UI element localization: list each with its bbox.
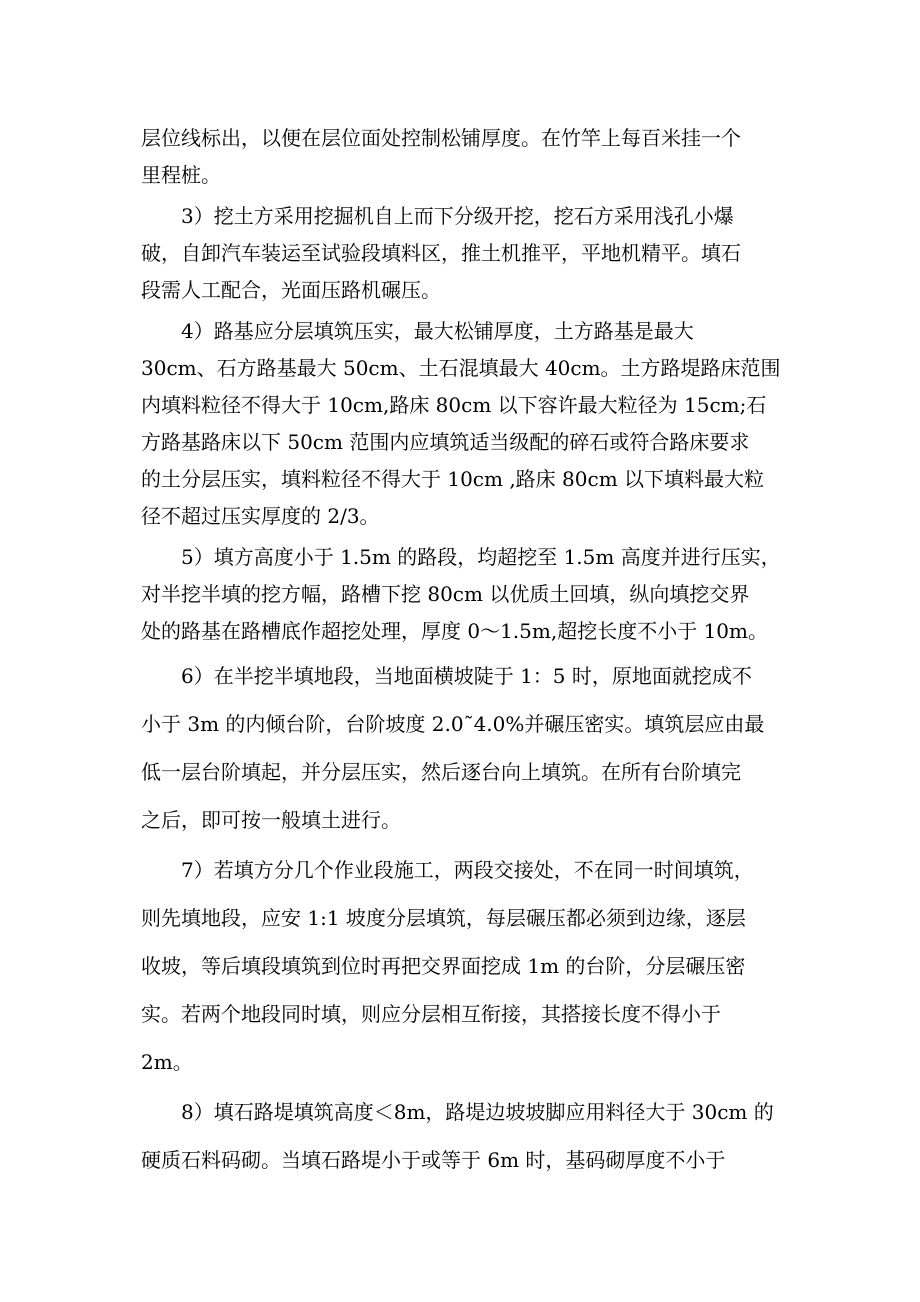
text-line: 4）路基应分层填筑压实，最大松铺厚度，土方路基是最大 [181, 319, 694, 343]
text-line: 对半挖半填的挖方幅，路槽下挖 80cm 以优质土回填，纵向填挖交界 [141, 582, 750, 606]
text-line: 2m。 [141, 1050, 193, 1074]
text-line: 实。若两个地段同时填，则应分层相互衔接，其搭接长度不得小于 [141, 1002, 721, 1026]
text-line: 收坡，等后填段填筑到位时再把交界面挖成 1m 的台阶，分层碾压密 [141, 954, 746, 978]
text-line: 处的路基在路槽底作超挖处理，厚度 0～1.5m,超挖长度不小于 10m。 [141, 619, 768, 643]
text-line: 方路基路床以下 50cm 范围内应填筑适当级配的碎石或符合路床要求 [141, 430, 750, 454]
text-line: 3）挖土方采用挖掘机自上而下分级开挖，挖石方采用浅孔小爆 [181, 204, 734, 228]
text-line: 层位线标出，以便在层位面处控制松铺厚度。在竹竿上每百米挂一个 [141, 126, 741, 150]
text-line: 7）若填方分几个作业段施工，两段交接处，不在同一时间填筑， [181, 858, 754, 882]
text-line: 之后，即可按一般填土进行。 [141, 808, 401, 832]
text-line: 的土分层压实，填料粒径不得大于 10cm ,路床 80cm 以下填料最大粒 [141, 467, 765, 491]
text-line: 径不超过压实厚度的 2/3。 [141, 504, 380, 528]
text-line: 5）填方高度小于 1.5m 的路段，均超挖至 1.5m 高度并进行压实， [181, 545, 781, 569]
text-line: 内填料粒径不得大于 10cm,路床 80cm 以下容许最大粒径为 15cm;石 [141, 393, 767, 417]
text-line: 硬质石料码砌。当填石路堤小于或等于 6m 时，基码砌厚度不小于 [141, 1148, 726, 1172]
text-line: 小于 3m 的内倾台阶，台阶坡度 2.0˜4.0%并碾压密实。填筑层应由最 [141, 712, 765, 736]
text-line: 6）在半挖半填地段，当地面横坡陡于 1：5 时，原地面就挖成不 [181, 664, 752, 688]
text-line: 则先填地段，应安 1:1 坡度分层填筑，每层碾压都必须到边缘，逐层 [141, 906, 746, 930]
text-line: 8）填石路堤填筑高度＜8m，路堤边坡坡脚应用料径大于 30cm 的 [181, 1100, 774, 1124]
text-line: 段需人工配合，光面压路机碾压。 [141, 278, 441, 302]
text-line: 里程桩。 [141, 163, 221, 187]
text-line: 30cm、石方路基最大 50cm、土石混填最大 40cm。土方路堤路床范围 [141, 356, 781, 380]
text-line: 破，自卸汽车装运至试验段填料区，推土机推平，平地机精平。填石 [141, 241, 741, 265]
text-line: 低一层台阶填起，并分层压实，然后逐台向上填筑。在所有台阶填完 [141, 760, 741, 784]
